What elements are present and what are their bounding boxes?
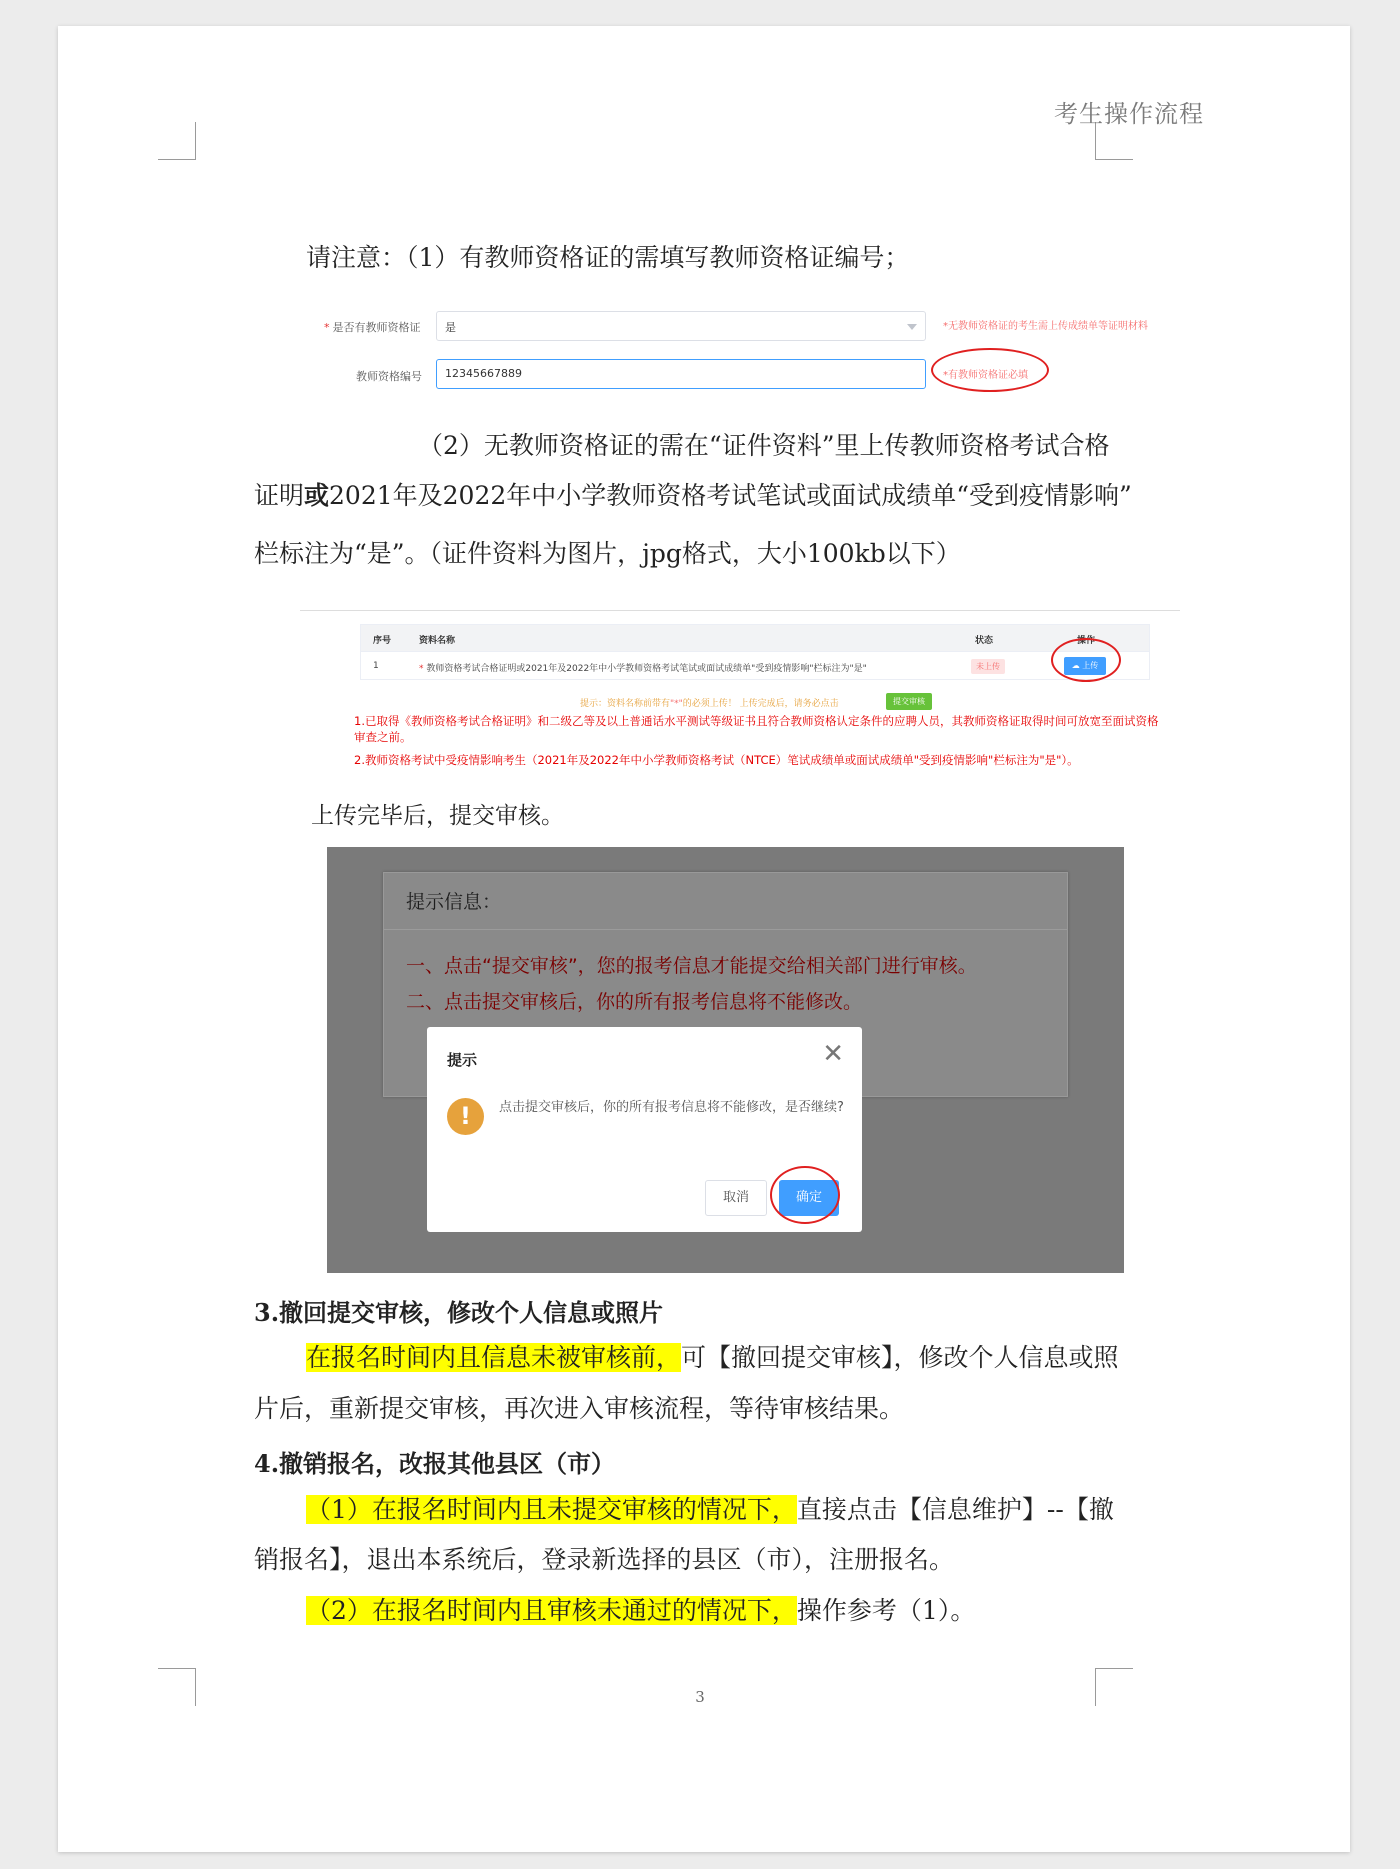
upload-tip: 提示：资料名称前带有"*"的必须上传！ 上传完成后，请务必点击 [580,699,839,709]
notice-para2-line1: （2）无教师资格证的需在“证件资料”里上传教师资格考试合格 [418,431,1110,460]
row-material-name: * 教师资格考试合格证明或2021年及2022年中小学教师资格考试笔试或面试成绩单"受到疫情影响"栏标注为"是" [419,664,867,674]
certificate-number-input[interactable] [436,359,926,389]
materials-table [360,624,1150,680]
chevron-down-icon [907,324,917,330]
section-3-line-2: 片后，重新提交审核，再次进入审核流程，等待审核结果。 [254,1394,905,1423]
after-upload-text: 上传完毕后，提交审核。 [311,803,564,829]
page-header-title: 考生操作流程 [1054,100,1204,128]
warning-icon: ! [447,1098,484,1135]
note-2: 2.教师资格考试中受疫情影响考生（2021年及2022年中小学教师资格考试（NTCE）笔试成绩单或面试成绩单"受到疫情影响"栏标注为"是"）。 [354,753,1079,767]
row-index: 1 [373,661,379,671]
column-header-status: 状态 [975,636,994,646]
field-hint-no-certificate: *无教师资格证的考生需上传成绩单等证明材料 [943,321,1148,332]
modal-title: 提示 [447,1051,478,1069]
column-header-index: 序号 [373,636,392,646]
section-4-para-2: （2）在报名时间内且审核未通过的情况下，操作参考（1）。 [306,1596,976,1625]
has-certificate-select[interactable] [436,311,926,341]
close-icon[interactable]: ✕ [822,1039,844,1069]
submit-review-button[interactable]: 提交审核 [886,693,932,710]
input-value: 12345667889 [445,367,522,380]
field-label-has-certificate: * 是否有教师资格证 [324,321,421,334]
modal-message: 点击提交审核后，你的所有报考信息将不能修改，是否继续? [499,1100,844,1115]
section-4-para-1-line-2: 销报名】，退出本系统后，登录新选择的县区（市），注册报名。 [254,1545,955,1574]
section-4-heading: 4.撤销报名，改报其他县区（市） [254,1449,616,1478]
info-card-title: 提示信息： [406,891,502,913]
select-value: 是 [445,321,456,334]
info-card-line-2: 二、点击提交审核后，你的所有报考信息将不能修改。 [406,991,863,1013]
info-card-line-1: 一、点击“提交审核”，您的报考信息才能提交给相关部门进行审核。 [406,955,977,977]
highlight-circle [770,1166,840,1224]
confirm-modal [427,1027,862,1232]
column-header-action: 操作 [1077,636,1096,646]
upload-button[interactable]: ☁ 上传 [1064,657,1106,675]
upload-table-screenshot [300,610,1180,778]
cancel-button[interactable]: 取消 [705,1180,767,1216]
section-3-line-1: 在报名时间内且信息未被审核前，可【撤回提交审核】，修改个人信息或照 [306,1343,1119,1372]
table-header [361,625,1149,651]
cloud-upload-icon: ☁ [1071,661,1083,670]
section-4-para-1-line-1: （1）在报名时间内且未提交审核的情况下，直接点击【信息维护】--【撤 [306,1495,1114,1524]
highlight-circle [1051,638,1121,682]
divider [300,610,1180,611]
status-badge: 未上传 [971,659,1005,674]
highlight-circle [931,348,1049,392]
confirm-dialog-screenshot [327,847,1124,1273]
section-3-heading: 3.撤回提交审核，修改个人信息或照片 [254,1298,664,1327]
notice-line-1: 请注意：（1）有教师资格证的需填写教师资格证编号； [306,243,910,272]
form-screenshot [250,278,1230,383]
crop-mark-top-left [158,122,196,160]
field-label-certificate-number: 教师资格编号 [356,370,422,383]
divider [384,929,1067,930]
page-number: 3 [695,1688,705,1706]
notice-para2-line3: 栏标注为“是”。（证件资料为图片，jpg格式，大小100kb以下） [254,539,961,568]
column-header-name: 资料名称 [419,636,456,646]
note-1: 1.已取得《教师资格考试合格证明》和二级乙等及以上普通话水平测试等级证书且符合教师资格认定条件的应聘人员，其教师资格证取得时间可放宽至面试资格审查之前。 [354,714,1159,744]
field-hint-required: *有教师资格证必填 [943,370,1028,381]
confirm-button[interactable]: 确定 [779,1180,839,1216]
table-row [361,651,1149,679]
notice-para2-line2: 证明或2021年及2022年中小学教师资格考试笔试或面试成绩单“受到疫情影响” [254,481,1132,510]
